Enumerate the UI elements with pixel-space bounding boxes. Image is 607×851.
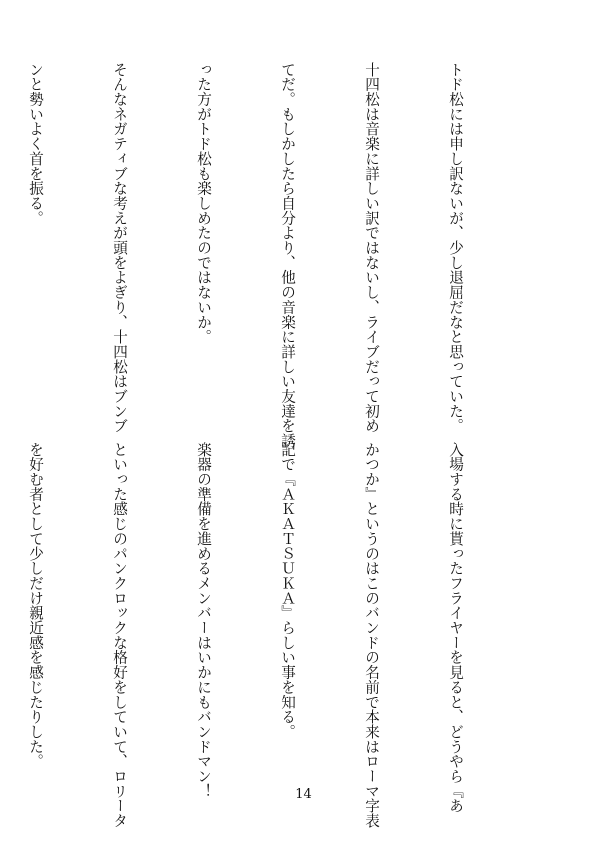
text-block-upper <box>27 62 525 449</box>
text-line: てだ。もしかしたら自分より、他の音楽に詳しい友達を誘 <box>279 62 296 449</box>
page-number: 14 <box>295 787 312 802</box>
text-line: 十四松は音楽に詳しい訳ではないし、ライブだって初め <box>363 62 380 434</box>
text-line: った方がトド松も楽しめたのではないか。 <box>195 62 212 345</box>
text-line: そんなネガティブな考えが頭をよぎり、十四松はブンブ <box>111 62 128 434</box>
text-line: トド松には申し訳ないが、少し退屈だなと思っていた。 <box>447 62 464 434</box>
text-line: 楽器の準備を進めるメンバーはいかにもバンドマン！ <box>195 442 212 799</box>
text-line: 入場する時に貰ったフライヤーを見ると、どうやら『あ <box>447 442 464 814</box>
text-line: を好む者として少しだけ親近感を感じたりした。 <box>27 442 44 769</box>
text-line: といった感じのパンクロックな格好をしていて、ロリータ <box>111 442 128 829</box>
text-line: ンと勢いよく首を振る。 <box>27 62 44 226</box>
text-line: かつか』というのはこのバンドの名前で本来はローマ字表 <box>363 442 380 829</box>
text-line: 記で『ＡＫＡＴＳＵＫＡ』らしい事を知る。 <box>279 442 296 739</box>
